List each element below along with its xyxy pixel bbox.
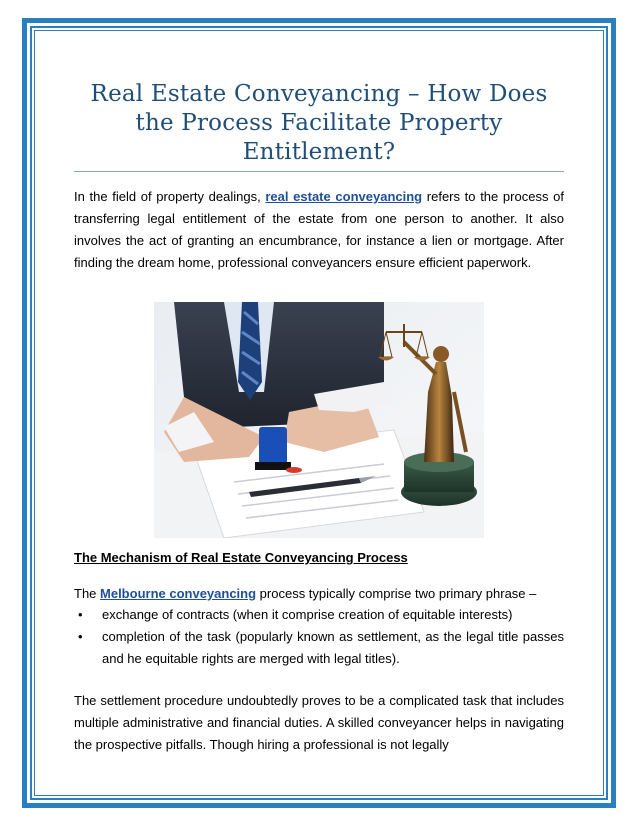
bullet-icon: • [78, 629, 83, 644]
lawyer-stamp-photo [154, 302, 484, 538]
real-estate-conveyancing-link[interactable]: real estate conveyancing [265, 189, 423, 204]
mechanism-paragraph [74, 583, 564, 605]
title-divider [74, 171, 564, 172]
phase-list [74, 604, 564, 670]
list-item [74, 626, 564, 670]
document-title: Real Estate Conveyancing – How Does the Process Facilitate Property Entitlement? [90, 81, 548, 165]
intro-text-before: In the field of property dealings, [74, 189, 266, 204]
intro-text-after: refers to the process of transferring legal entitlement of the estate from one person to another. It also involves the act of granting an encumbrance, for instance a lien or mortgage. After finding the dream home, professional conveyancers ensure efficient paperwork. [74, 189, 564, 270]
intro-paragraph [74, 186, 564, 274]
list-item-text: completion of the task (popularly known as settlement, as the legal title passes and he equitable rights are merged with legal titles). [102, 629, 564, 666]
mechanism-text-before: The [74, 586, 101, 601]
closing-paragraph: The settlement procedure undoubtedly proves to be a complicated task that includes multiple administrative and financial duties. A skilled conveyancer helps in navigating the prospective pitfalls. Though hiring a professional is not legally [74, 693, 564, 752]
mechanism-text-after: process typically comprise two primary phrase – [256, 586, 537, 601]
bullet-icon: • [78, 607, 83, 622]
section-heading: The Mechanism of Real Estate Conveyancing Process [74, 550, 408, 565]
photo-illustration [154, 302, 484, 538]
list-item [74, 604, 564, 626]
list-item-text: exchange of contracts (when it comprise creation of equitable interests) [102, 607, 513, 622]
melbourne-conveyancing-link[interactable]: Melbourne conveyancing [100, 586, 257, 601]
